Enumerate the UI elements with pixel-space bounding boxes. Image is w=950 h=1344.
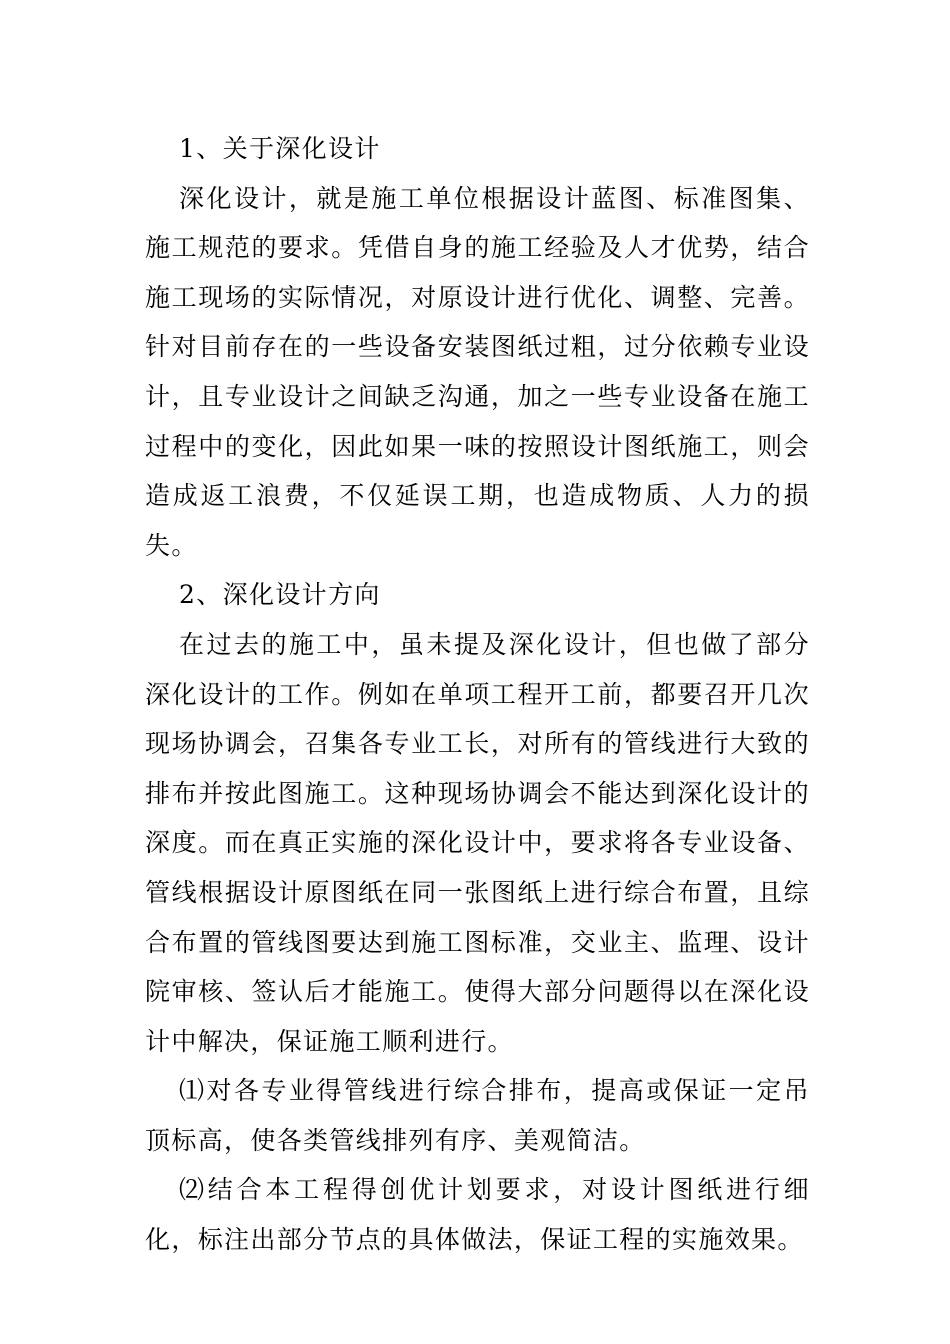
document-body	[145, 124, 810, 1265]
list-item-2: ⑵结合本工程得创优计划要求，对设计图纸进行细化，标注出部分节点的具体做法，保证工程的实施效果。	[145, 1175, 810, 1255]
section-1-paragraph: 深化设计，就是施工单位根据设计蓝图、标准图集、施工规范的要求。凭借自身的施工经验及人才优势，结合施工现场的实际情况，对原设计进行优化、调整、完善。针对目前存在的一些设备安装图纸过粗，过分依赖专业设计，且专业设计之间缺乏沟通，加之一些专业设备在施工过程中的变化，因此如果一味的按照设计图纸施工，则会造成返工浪费，不仅延误工期，也造成物质、人力的损失。	[145, 183, 810, 560]
section-2-heading: 2、深化设计方向	[179, 580, 381, 610]
list-item-1: ⑴对各专业得管线进行综合排布，提高或保证一定吊顶标高，使各类管线排列有序、美观简洁。	[145, 1076, 810, 1155]
section-2-paragraph: 在过去的施工中，虽未提及深化设计，但也做了部分深化设计的工作。例如在单项工程开工前，都要召开几次现场协调会，召集各专业工长，对所有的管线进行大致的排布并按此图施工。这种现场协调会不能达到深化设计的深度。而在真正实施的深化设计中，要求将各专业设备、管线根据设计原图纸在同一张图纸上进行综合布置，且综合布置的管线图要达到施工图标准，交业主、监理、设计院审核、签认后才能施工。使得大部分问题得以在深化设计中解决，保证施工顺利进行。	[145, 629, 810, 1056]
section-1-heading: 1、关于深化设计	[179, 134, 381, 163]
